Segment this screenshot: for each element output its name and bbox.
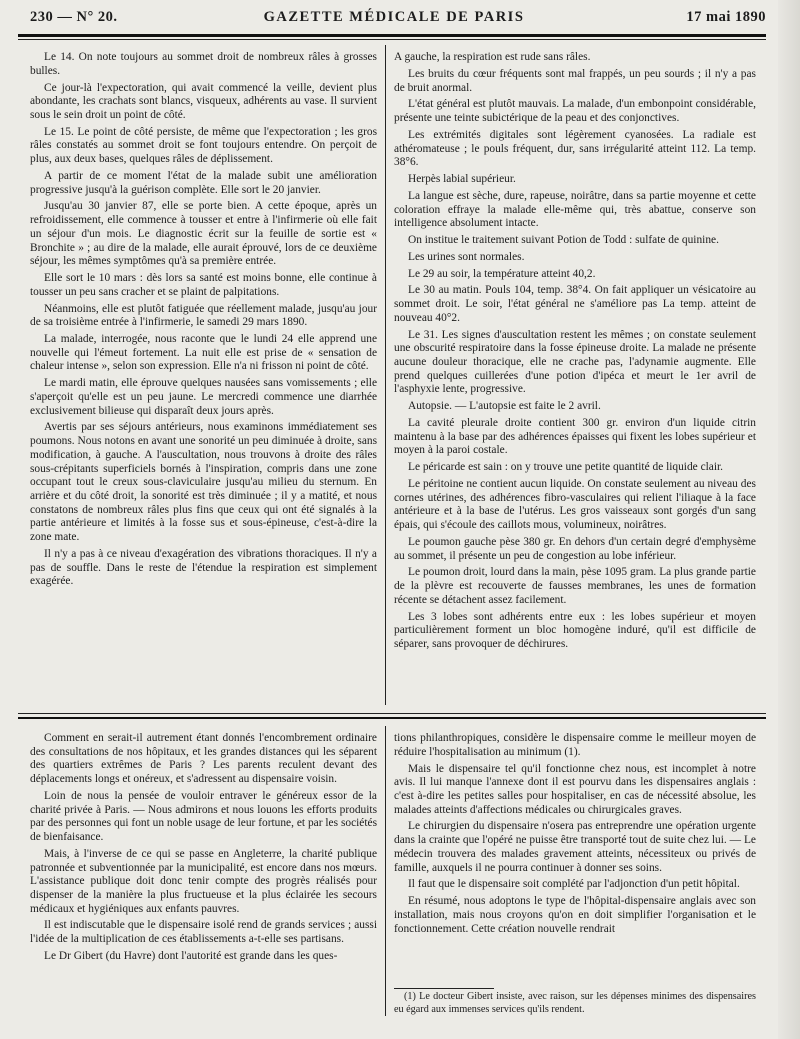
- paragraph: L'état général est plutôt mauvais. La malade, d'un embonpoint considérable, présente une teinte subictérique de la peau et des conjonctives.: [394, 98, 756, 124]
- paragraph: Le poumon gauche pèse 380 gr. En dehors d'un certain degré d'emphysème au sommet, il présente un peu de congestion au lobe inférieur.: [394, 535, 756, 562]
- page-edge-shadow: [778, 0, 800, 1039]
- column-divider-lower: [385, 726, 386, 1016]
- paragraph: En résumé, nous adoptons le type de l'hôpital-dispensaire anglais avec son installation, mais nous croyons qu'on en doit simplifier l'organisation et le fonctionnement. Cette création nouvelle rendrait: [394, 895, 756, 935]
- paragraph: Autopsie. — L'autopsie est faite le 2 avril.: [408, 400, 601, 413]
- footnote-rule: [394, 988, 494, 989]
- paragraph: Ce jour-là l'expectoration, qui avait commencé la veille, devient plus abondante, les crachats sont blancs, visqueux, adhérents au vase. Il survient sous le sein droit un point de côté.: [30, 81, 377, 121]
- column-1: [30, 51, 377, 592]
- paragraph: Le péritoine ne contient aucun liquide. On constate seulement au niveau des cornes utérines, des adhérences fibro-vasculaires qui relient l'iliaque à la face antérieure et à la base de l'utérus. Les gros vaisseaux sont gorgés d'un sang épais, qui s'écoule des caillots mous, volumineux, noirâtres.: [394, 478, 756, 532]
- header-rule-thin: [18, 39, 766, 40]
- paragraph: Le 31. Les signes d'auscultation restent les mêmes ; on constate seulement une obscurité respiratoire dans la fosse épineuse droite. La malade ne présente aucune douleur thoracique, elle ne crache pas, l'adynamie augmente. Elle prend quelques cuillerées d'une potion d'ipéca et meurt le 1er avril de l'asphyxie lente, progressive.: [394, 328, 756, 396]
- paragraph: Le Dr Gibert (du Havre) dont l'autorité est grande dans les ques-: [44, 949, 338, 962]
- paragraph: Les extrémités digitales sont légèrement cyanosées. La radiale est athéromateuse ; le pouls fréquent, dur, sans irrégularité atteint 112. La temp. 38°6.: [394, 128, 756, 169]
- paragraph: Les urines sont normales.: [408, 250, 525, 263]
- footnote: [394, 991, 756, 1016]
- paragraph: Mais le dispensaire tel qu'il fonctionne chez nous, est incomplet à notre avis. Il lui manque l'annexe dont il est pourvu dans les dispensaires anglais : c'est à-dire les petites salles pour hospitaliser, en cas de nécessité absolue, les malades atteints d'affections médicales ou chirurgicales graves.: [394, 762, 756, 816]
- paragraph: Le 15. Le point de côté persiste, de même que l'expectoration ; les gros râles constatés au sommet droit se font toujours entendre. On perçoit de plus, aux deux bases, quelques râles de déplissement.: [30, 125, 377, 166]
- page-header: [22, 6, 766, 28]
- header-rule: [18, 34, 766, 37]
- column-2: [394, 51, 756, 655]
- paragraph: Il est indiscutable que le dispensaire isolé rend de grands services ; aussi l'idée de la multiplication de ces établissements a-t-elle ses partisans.: [30, 919, 377, 946]
- page-number: 230 — N° 20.: [30, 9, 118, 25]
- issue-date: 17 mai 1890: [686, 9, 766, 25]
- paragraph: La langue est sèche, dure, rapeuse, noirâtre, dans sa partie moyenne et cette coloration effraye la malade elle-même qui, très abattue, conserve son intelligence absolument intacte.: [394, 189, 756, 230]
- column-divider: [385, 45, 386, 705]
- paragraph: Les bruits du cœur fréquents sont mal frappés, un peu sourds ; il n'y a pas de bruit anormal.: [394, 67, 756, 94]
- paragraph: Avertis par ses séjours antérieurs, nous examinons immédiatement ses poumons. Nous notons en avant une sonorité un peu diminuée à droite, sans modification, à gauche. A l'auscultation, nous trouvons à droite des râles sous-crépitants superficiels bornés à l'inspiration, compris dans une zone occupant tout le creux sous-claviculaire jusqu'au milieu du sternum. En arrière et du côté droit, la sonorité est très diminuée ; il y a matité, et nous constatons de nombreux râles plus fins que ceux qui ont été signalés à la partie antérieure et limités à la fosse sus et sous-épineuse, c'est-à-dire la zone mate.: [30, 421, 377, 544]
- paragraph: A gauche, la respiration est rude sans râles.: [394, 51, 591, 63]
- paragraph: Herpès labial supérieur.: [408, 173, 516, 185]
- paragraph: Le mardi matin, elle éprouve quelques nausées sans vomissements ; elle s'aperçoit qu'elle est un peu jaune. Le mercredi commence une diarrhée exclusivement bilieuse qui disparaît deux jours après.: [30, 377, 377, 417]
- journal-title: GAZETTE MÉDICALE DE PARIS: [263, 9, 525, 25]
- paragraph: Le péricarde est sain : on y trouve une petite quantité de liquide clair.: [408, 461, 724, 474]
- paragraph: Loin de nous la pensée de vouloir entraver le généreux essor de la charité privée à Paris. — Nous admirons et nous louons les efforts produits par des personnes qui font un noble usage de leur fortune, et par les sociétés de bienfaisance.: [30, 789, 377, 844]
- paragraph: Comment en serait-il autrement étant donnés l'encombrement ordinaire des consultations de nos hôpitaux, et les grandes distances qui les séparent des quartiers extrêmes de Paris ? Les parents reculent devant des déplacements longs et onéreux, et s'adressent au dispensaire voisin.: [30, 732, 377, 786]
- footnote-text: (1) Le docteur Gibert insiste, avec raison, sur les dépenses minimes des dispensaires eu égard aux immenses services qu'ils rendent.: [394, 991, 756, 1015]
- paragraph: Le 29 au soir, la température atteint 40,2.: [408, 267, 596, 280]
- column-3: [30, 732, 377, 967]
- section-rule: [18, 713, 766, 714]
- paragraph: Mais, à l'inverse de ce qui se passe en Angleterre, la charité publique patronnée et subventionnée par la municipalité, est encore dans nos mœurs. L'assistance publique doit donc tenir compte des progrès réalisés pour dispenser de la manière la plus fructueuse et la plus éclairée les secours médicaux et hygiéniques aux enfants pauvres.: [30, 847, 377, 915]
- paragraph: Il n'y a pas à ce niveau d'exagération des vibrations thoraciques. Il n'y a pas de souffle. Dans le reste de l'étendue la respiration est simplement exagérée.: [30, 547, 377, 588]
- paragraph: Le poumon droit, lourd dans la main, pèse 1095 gram. La plus grande partie de la plèvre est recouverte de fausses membranes, les unes de formation récente se détachent assez facilement.: [394, 566, 756, 606]
- paragraph: Les 3 lobes sont adhérents entre eux : les lobes supérieur et moyen particulièrement forment un bloc homogène induré, qu'il est difficile de séparer, sans provoquer de déchirures.: [394, 610, 756, 651]
- paragraph: tions philanthropiques, considère le dispensaire comme le meilleur moyen de réduire l'hospitalisation au minimum (1).: [394, 732, 756, 758]
- paragraph: On institue le traitement suivant Potion de Todd : sulfate de quinine.: [408, 234, 719, 246]
- paragraph: Néanmoins, elle est plutôt fatiguée que réellement malade, jusqu'au jour de sa troisième entrée à l'infirmerie, le samedi 29 mars 1890.: [30, 302, 377, 329]
- paragraph: Le 14. On note toujours au sommet droit de nombreux râles à grosses bulles.: [30, 51, 377, 77]
- paragraph: Jusqu'au 30 janvier 87, elle se porte bien. A cette époque, après un refroidissement, elle commence à tousser et entre à l'infirmerie où elle fait un séjour d'un mois. Le diagnostic écrit sur la feuille de sortie est « Bronchite » ; au dire de la malade, elle aurait éprouvé, lors de ce deuxième séjour, les mêmes symptômes qu'à sa première entrée.: [30, 200, 377, 268]
- paragraph: A partir de ce moment l'état de la malade subit une amélioration progressive jusqu'à la guérison complète. Elle sort le 20 janvier.: [30, 169, 377, 196]
- paragraph: La cavité pleurale droite contient 300 gr. environ d'un liquide citrin maintenu à la base par des adhérences épaisses qui fixent les lobes supérieur et moyen à la paroi costale.: [394, 417, 756, 457]
- paragraph: Elle sort le 10 mars : dès lors sa santé est moins bonne, elle continue à tousser un peu sans cracher et se plaint de palpitations.: [30, 272, 377, 298]
- section-rule-double: [18, 717, 766, 719]
- column-4: [394, 732, 756, 939]
- paragraph: La malade, interrogée, nous raconte que le lundi 24 elle apprend une nouvelle qui l'émeut fortement. La nuit elle est prise de « sensation de chaleur intense », selon son expression. Elle n'a ni frisson ni point de côté.: [30, 333, 377, 373]
- paragraph: Le chirurgien du dispensaire n'osera pas entreprendre une opération urgente dans la crainte que l'opéré ne puisse être transporté tout de suite chez lui. — Le médecin trouvera des malades gravement atteints, nécessiteux ou privés de famille, auxquels il ne pourra continuer à donner ses soins.: [394, 820, 756, 874]
- paragraph: Le 30 au matin. Pouls 104, temp. 38°4. On fait appliquer un vésicatoire au sommet droit. Le soir, l'état général ne s'améliore pas La temp. atteint de nouveau 40°2.: [394, 284, 756, 324]
- paragraph: Il faut que le dispensaire soit complété par l'adjonction d'un petit hôpital.: [408, 878, 740, 891]
